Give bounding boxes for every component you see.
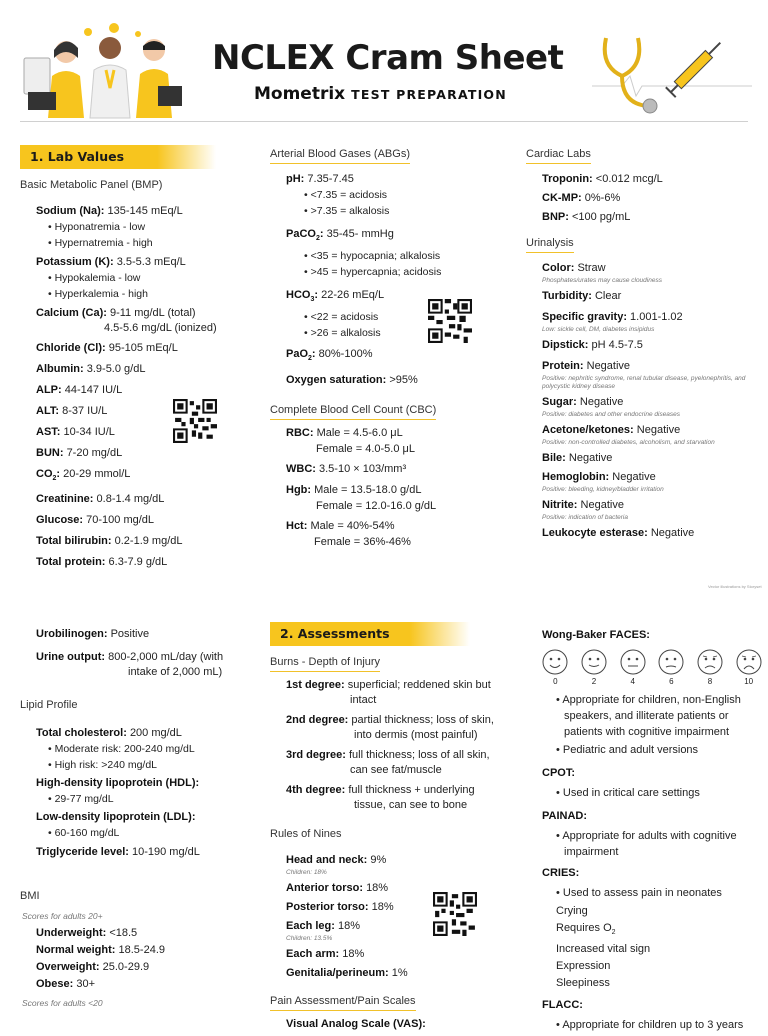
chloride-row: Chloride (Cl): 95-105 mEq/L xyxy=(36,342,178,354)
sugar-row: Sugar: Negative xyxy=(542,396,624,408)
cries-requires-o2: Requires $O_2$ xyxy=(556,922,616,937)
pain-face-label: 10 xyxy=(744,677,754,686)
sodium-bullet-high: • Hypernatremia - high xyxy=(48,235,260,251)
oxygen-saturation-row: Oxygen saturation: >95% xyxy=(286,373,418,386)
pain-face-2-icon xyxy=(581,649,608,686)
hct-row: Hct: Male = 40%-54% xyxy=(286,519,395,532)
wong-baker-title: Wong-Baker FACES: xyxy=(542,629,650,641)
first-degree-cont: intact xyxy=(350,694,377,706)
wbc-row: WBC: 3.5-10 × 103/mm³ xyxy=(286,462,407,475)
healthcare-workers-illustration xyxy=(18,18,188,118)
specific-gravity-note: Low: sickle cell, DM, diabetes insipidus xyxy=(542,326,655,333)
urinalysis-title: Urinalysis xyxy=(526,237,574,253)
protein-row: Protein: Negative xyxy=(542,360,631,372)
obese-row: Obese: 30+ xyxy=(36,978,96,990)
nitrite-row: Nitrite: Negative xyxy=(542,499,624,511)
calcium-ionized: 4.5-5.6 mg/dL (ionized) xyxy=(104,322,217,334)
cries-crying: Crying xyxy=(556,905,588,917)
pain-face-8-icon xyxy=(697,649,724,686)
lab-values-column xyxy=(20,145,260,574)
cardiac-title: Cardiac Labs xyxy=(526,148,591,164)
cpot-bullet: • Used in critical care settings xyxy=(556,785,762,801)
section-lab-values: 1. Lab Values xyxy=(20,145,216,169)
qr-code-icon[interactable] xyxy=(428,299,472,343)
each-arm-row: Each arm: 18% xyxy=(286,948,365,960)
brand-subtitle: TEST PREPARATION xyxy=(351,87,507,102)
specific-gravity-row: Specific gravity: 1.001-1.02 xyxy=(542,311,683,323)
paco2-bullet-1: • <35 = hypocapnia; alkalosis xyxy=(304,248,510,264)
paco2-bullet-2: • >45 = hypercapnia; acidosis xyxy=(304,264,510,280)
cholesterol-high: • High risk: >240 mg/dL xyxy=(48,757,260,773)
wong-baker-bullet-1b: speakers, and illiterate patients or xyxy=(564,710,729,722)
triglyceride-row: Triglyceride level: 10-190 mg/dL xyxy=(36,846,200,858)
cries-title: CRIES: xyxy=(542,867,580,879)
pain-face-4-icon xyxy=(619,649,646,686)
rbc-row: RBC: Male = 4.5-6.0 μL xyxy=(286,426,403,439)
assessments-column xyxy=(270,622,510,1036)
cries-bullet: • Used to assess pain in neonates xyxy=(556,885,762,901)
potassium-bullet-low: • Hypokalemia - low xyxy=(48,270,260,286)
paco2-row: PaCO$_2$: 35-45- mmHg xyxy=(286,228,394,243)
urobilinogen-row: Urobilinogen: Positive xyxy=(36,628,150,640)
alt-row: ALT: 8-37 IU/L xyxy=(36,405,108,417)
cholesterol-moderate: • Moderate risk: 200-240 mg/dL xyxy=(48,741,260,757)
underweight-row: Underweight: <18.5 xyxy=(36,927,138,939)
acetone-row: Acetone/ketones: Negative xyxy=(542,424,681,436)
lipid-bmi-column xyxy=(20,627,260,1013)
abg-cbc-column xyxy=(270,148,510,549)
stethoscope-syringe-illustration xyxy=(592,26,752,116)
each-leg-row: Each leg: 18% xyxy=(286,920,360,932)
bmi-note-adults: Scores for adults 20+ xyxy=(22,911,103,921)
ckmb-row: CK-MP: 0%-6% xyxy=(542,192,621,204)
fourth-degree-row: 4th degree: full thickness + underlying xyxy=(286,784,475,796)
third-degree-row: 3rd degree: full thickness; loss of all skin, xyxy=(286,749,490,761)
albumin-row: Albumin: 3.9-5.0 g/dL xyxy=(36,363,146,375)
rbc-female: Female = 4.0-5.0 μL xyxy=(316,442,415,455)
pain-face-10-icon xyxy=(735,649,762,686)
painad-bullet: • Appropriate for adults with cognitive xyxy=(556,828,762,844)
genitalia-row: Genitalia/perineum: 1% xyxy=(286,967,408,979)
painad-bullet-cont: impairment xyxy=(564,846,619,858)
sugar-note: Positive: diabetes and other endocrine diseases xyxy=(542,411,681,418)
wong-baker-bullet-2: • Pediatric and adult versions xyxy=(556,742,762,758)
hemoglobin-note: Positive: bleeding, kidney/bladder irritation xyxy=(542,486,664,493)
potassium-row: Potassium (K): 3.5-5.3 mEq/L xyxy=(36,256,186,268)
head-neck-row: Head and neck: 9% xyxy=(286,854,387,866)
third-degree-cont: can see fat/muscle xyxy=(350,764,442,776)
painad-title: PAINAD: xyxy=(542,810,588,822)
pain-face-label: 6 xyxy=(669,677,674,686)
qr-code-icon[interactable] xyxy=(433,892,477,936)
abg-title: Arterial Blood Gases (ABGs) xyxy=(270,148,410,164)
sodium-row: Sodium (Na): 135-145 mEq/L xyxy=(36,205,183,217)
urine-output-cont: intake of 2,000 mL) xyxy=(128,666,223,678)
pain-face-label: 4 xyxy=(630,677,635,686)
total-protein-row: Total protein: 6.3-7.9 g/dL xyxy=(36,556,168,569)
creatinine-row: Creatinine: 0.8-1.4 mg/dL xyxy=(36,493,165,506)
normal-weight-row: Normal weight: 18.5-24.9 xyxy=(36,944,165,956)
second-degree-cont: into dermis (most painful) xyxy=(354,729,478,741)
section-assessments: 2. Assessments xyxy=(270,622,470,646)
pain-face-label: 2 xyxy=(591,677,597,686)
co2-row: $CO_2$: 20-29 mmol/L xyxy=(36,468,131,483)
hgb-row: Hgb: Male = 13.5-18.0 g/dL xyxy=(286,483,422,496)
second-degree-row: 2nd degree: partial thickness; loss of skin, xyxy=(286,714,494,726)
ast-row: AST: 10-34 IU/L xyxy=(36,426,115,438)
head-neck-note: Children: 18% xyxy=(286,869,327,876)
hdl-value: • 29-77 mg/dL xyxy=(48,791,260,807)
cries-sleepiness: Sleepiness xyxy=(556,977,610,990)
troponin-row: Troponin: <0.012 mcg/L xyxy=(542,173,663,185)
cardiac-urinalysis-column xyxy=(526,148,762,545)
hdl-row: High-density lipoprotein (HDL): xyxy=(36,777,200,789)
wong-baker-bullet-1: • Appropriate for children, non-English xyxy=(556,692,762,708)
bun-row: BUN: 7-20 mg/dL xyxy=(36,447,123,459)
wong-baker-bullet-1c: patients with cognitive impairment xyxy=(564,726,730,738)
ph-bullet-2: • >7.35 = alkalosis xyxy=(304,203,510,219)
potassium-bullet-high: • Hyperkalemia - high xyxy=(48,286,260,302)
pain-scales-column xyxy=(526,628,762,1033)
calcium-row: Calcium (Ca): 9-11 mg/dL (total) xyxy=(36,307,196,319)
ldl-value: • 60-160 mg/dL xyxy=(48,825,260,841)
pain-face-0-icon xyxy=(542,649,569,686)
bmi-title: BMI xyxy=(20,890,40,902)
sodium-bullet-low: • Hyponatremia - low xyxy=(48,219,260,235)
vas-row: Visual Analog Scale (VAS): xyxy=(286,1018,426,1030)
ph-row: pH: 7.35-7.45 xyxy=(286,173,354,185)
qr-code-icon[interactable] xyxy=(173,399,217,443)
cpot-title: CPOT: xyxy=(542,767,575,779)
wong-baker-faces xyxy=(542,649,762,686)
overweight-row: Overweight: 25.0-29.9 xyxy=(36,961,150,973)
illustration-credit: Vector illustrations by Storyset xyxy=(708,584,762,589)
flacc-bullet: • Appropriate for children up to 3 years xyxy=(556,1017,762,1033)
hct-female: Female = 36%-46% xyxy=(314,535,411,548)
cholesterol-row: Total cholesterol: 200 mg/dL xyxy=(36,727,182,739)
header-divider xyxy=(20,121,748,122)
brand-name: Mometrix xyxy=(254,84,346,104)
color-note: Phosphates/urates may cause cloudiness xyxy=(542,277,662,284)
cries-vital-sign: Increased vital sign xyxy=(556,943,651,956)
lipid-title: Lipid Profile xyxy=(20,699,78,711)
flacc-title: FLACC: xyxy=(542,999,583,1012)
bilirubin-row: Total bilirubin: 0.2-1.9 mg/dL xyxy=(36,535,183,548)
header xyxy=(0,0,768,120)
fourth-degree-cont: tissue, can see to bone xyxy=(354,799,468,811)
anterior-torso-row: Anterior torso: 18% xyxy=(286,882,389,894)
urine-output-row: Urine output: 800-2,000 mL/day (with xyxy=(36,651,224,663)
cries-expression: Expression xyxy=(556,960,611,973)
bmi-note-young: Scores for adults <20 xyxy=(22,998,103,1008)
pain-scales-title: Pain Assessment/Pain Scales xyxy=(270,995,416,1011)
pao2-row: PaO$_2$: 80%-100% xyxy=(286,348,373,363)
leukocyte-row: Leukocyte esterase: Negative xyxy=(542,527,695,539)
first-degree-row: 1st degree: superficial; reddened skin but xyxy=(286,679,491,691)
each-leg-note: Children: 13.5% xyxy=(286,935,333,942)
rules-of-nines-title: Rules of Nines xyxy=(270,828,342,840)
bmp-title: Basic Metabolic Panel (BMP) xyxy=(20,179,163,191)
pain-face-label: 0 xyxy=(553,677,558,686)
protein-note: Positive: nephritic syndrome, renal tubular disease, pyelonephritis, and polycystic kidney disease xyxy=(542,375,746,390)
hco3-bullet-1: • <22 = acidosis xyxy=(304,309,510,325)
burns-title: Burns - Depth of Injury xyxy=(270,656,380,672)
ldl-row: Low-density lipoprotein (LDL): xyxy=(36,811,196,823)
cbc-title: Complete Blood Cell Count (CBC) xyxy=(270,404,436,420)
nitrite-note: Positive: indication of bacteria xyxy=(542,514,628,521)
posterior-torso-row: Posterior torso: 18% xyxy=(286,901,394,913)
bile-row: Bile: Negative xyxy=(542,452,613,464)
alp-row: ALP: 44-147 IU/L xyxy=(36,384,123,396)
page-title: NCLEX Cram Sheet xyxy=(212,38,564,78)
pain-face-label: 8 xyxy=(707,677,713,686)
glucose-row: Glucose: 70-100 mg/dL xyxy=(36,514,155,527)
hco3-bullet-2: • >26 = alkalosis xyxy=(304,325,510,341)
hemoglobin-row: Hemoglobin: Negative xyxy=(542,471,656,483)
hgb-female: Female = 12.0-16.0 g/dL xyxy=(316,499,437,512)
dipstick-row: Dipstick: pH 4.5-7.5 xyxy=(542,339,643,351)
acetone-note: Positive: non-controlled diabetes, alcoholism, and starvation xyxy=(542,439,715,446)
pain-face-6-icon xyxy=(658,649,685,686)
turbidity-row: Turbidity: Clear xyxy=(542,290,622,302)
ph-bullet-1: • <7.35 = acidosis xyxy=(304,187,510,203)
brand-logo xyxy=(254,84,507,104)
bnp-row: BNP: <100 pg/mL xyxy=(542,211,631,223)
hco3-row: $HCO_3$: 22-26 mEq/L xyxy=(286,289,385,304)
color-row: Color: Straw xyxy=(542,262,606,274)
